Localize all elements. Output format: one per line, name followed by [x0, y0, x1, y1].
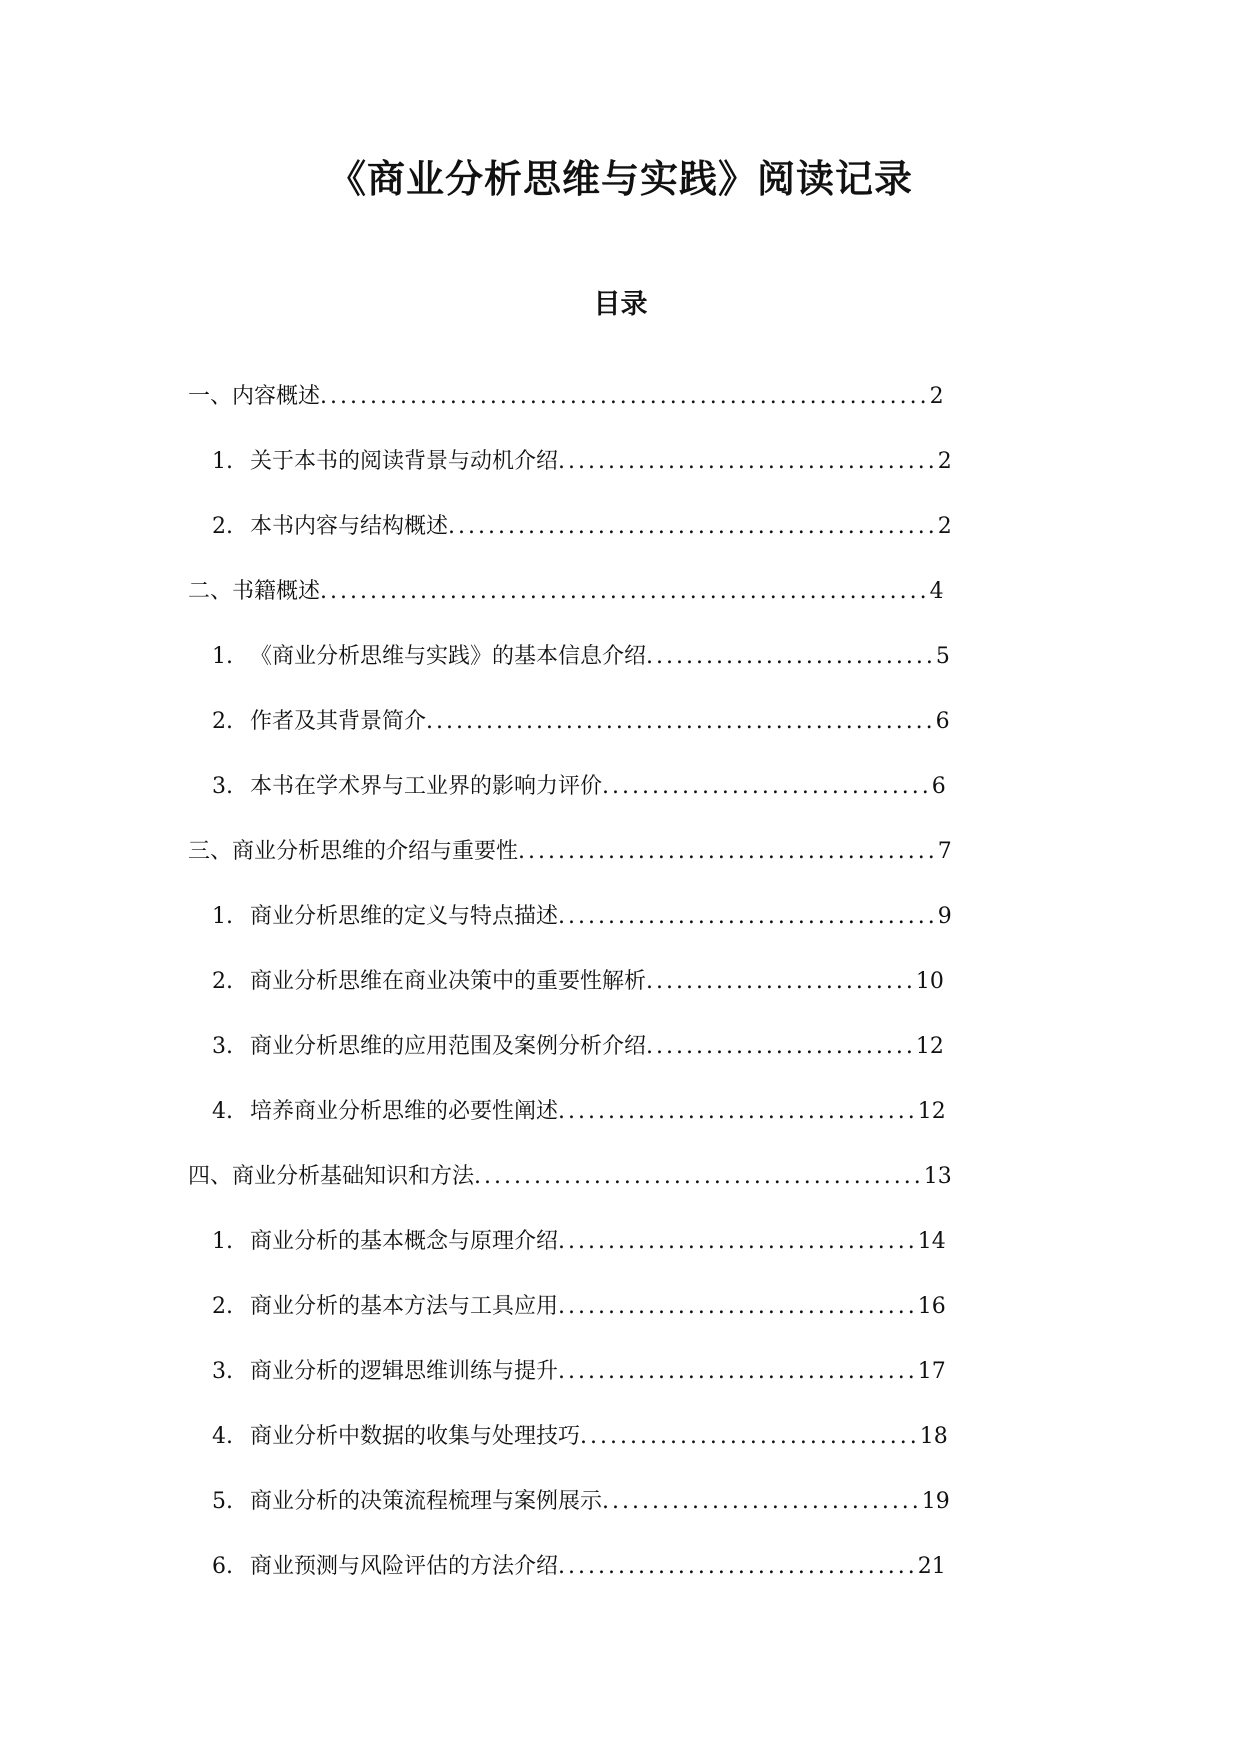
toc-entry-title: 商业分析思维的定义与特点描述 [250, 904, 559, 929]
toc-dot-leader: ............................................................. [320, 579, 930, 604]
toc-entry-number: 4. [212, 1099, 233, 1124]
toc-entry-title: 本书在学术界与工业界的影响力评价 [250, 774, 603, 799]
toc-page-number: 2 [929, 384, 944, 409]
toc-subsection-entry[interactable] [0, 1098, 1241, 1163]
toc-page-number: 14 [917, 1229, 946, 1254]
toc-page-number: 16 [917, 1294, 946, 1319]
toc-entry-title: 三、商业分析思维的介绍与重要性 [188, 839, 519, 864]
toc-entry-title: 培养商业分析思维的必要性阐述 [250, 1099, 559, 1124]
toc-page-number: 13 [923, 1164, 952, 1189]
toc-dot-leader: ...................................... [558, 449, 938, 474]
toc-entry-title: 一、内容概述 [188, 384, 321, 409]
toc-page-number: 4 [929, 579, 944, 604]
toc-entry-number: 1. [212, 449, 233, 474]
toc-page-number: 17 [917, 1359, 946, 1384]
toc-entry-number: 6. [212, 1554, 233, 1579]
toc-page-number: 10 [915, 969, 944, 994]
toc-page-number: 7 [937, 839, 952, 864]
toc-entry-title: 商业分析思维在商业决策中的重要性解析 [250, 969, 647, 994]
toc-page-number: 12 [917, 1099, 946, 1124]
toc-subsection-entry[interactable] [0, 968, 1241, 1033]
toc-entry-number: 2. [212, 514, 233, 539]
toc-section-entry[interactable] [0, 1163, 1241, 1228]
toc-entry-number: 4. [212, 1424, 233, 1449]
toc-heading: 目录 [593, 289, 648, 320]
toc-entry-title: 《商业分析思维与实践》的基本信息介绍 [250, 644, 647, 669]
toc-subsection-entry[interactable] [0, 1293, 1241, 1358]
document-title: 《商业分析思维与实践》阅读记录 [327, 156, 913, 201]
toc-dot-leader: .................................. [580, 1424, 920, 1449]
toc-page-number: 12 [915, 1034, 944, 1059]
toc-subsection-entry[interactable] [0, 1228, 1241, 1293]
toc-subsection-entry[interactable] [0, 448, 1241, 513]
toc-entry-number: 2. [212, 1294, 233, 1319]
toc-subsection-entry[interactable] [0, 903, 1241, 968]
toc-entry-title: 二、书籍概述 [188, 579, 321, 604]
toc-dot-leader: .................................... [558, 1229, 918, 1254]
toc-entry-title: 商业分析的基本方法与工具应用 [250, 1294, 559, 1319]
toc-entry-title: 关于本书的阅读背景与动机介绍 [250, 449, 559, 474]
toc-section-entry[interactable] [0, 838, 1241, 903]
toc-subsection-entry[interactable] [0, 513, 1241, 578]
toc-dot-leader: ...................................... [558, 904, 938, 929]
toc-subsection-entry[interactable] [0, 1033, 1241, 1098]
toc-entry-number: 5. [212, 1489, 233, 1514]
toc-dot-leader: .................................... [558, 1294, 918, 1319]
toc-entry-number: 1. [212, 1229, 233, 1254]
toc-entry-title: 四、商业分析基础知识和方法 [188, 1164, 475, 1189]
toc-entry-title: 商业分析思维的应用范围及案例分析介绍 [250, 1034, 647, 1059]
toc-entry-number: 3. [212, 1034, 233, 1059]
toc-dot-leader: ............................. [646, 644, 936, 669]
toc-page-number: 6 [935, 709, 950, 734]
table-of-contents [0, 383, 1241, 1618]
toc-dot-leader: ............................................. [474, 1164, 924, 1189]
toc-dot-leader: .................................... [558, 1554, 918, 1579]
toc-subsection-entry[interactable] [0, 1358, 1241, 1423]
toc-page-number: 5 [935, 644, 950, 669]
toc-dot-leader: ........................... [646, 969, 916, 994]
toc-section-entry[interactable] [0, 578, 1241, 643]
toc-subsection-entry[interactable] [0, 708, 1241, 773]
toc-subsection-entry[interactable] [0, 1423, 1241, 1488]
toc-entry-title: 本书内容与结构概述 [250, 514, 449, 539]
toc-page-number: 6 [931, 774, 946, 799]
toc-page-number: 9 [937, 904, 952, 929]
toc-dot-leader: ............................................................. [320, 384, 930, 409]
toc-page-number: 2 [937, 514, 952, 539]
toc-entry-title: 商业预测与风险评估的方法介绍 [250, 1554, 559, 1579]
toc-subsection-entry[interactable] [0, 1488, 1241, 1553]
toc-dot-leader: .................................... [558, 1099, 918, 1124]
toc-entry-number: 1. [212, 644, 233, 669]
toc-entry-title: 商业分析中数据的收集与处理技巧 [250, 1424, 581, 1449]
toc-page-number: 19 [921, 1489, 950, 1514]
toc-entry-number: 3. [212, 774, 233, 799]
toc-page-number: 21 [917, 1554, 946, 1579]
toc-page-number: 18 [919, 1424, 948, 1449]
toc-entry-number: 1. [212, 904, 233, 929]
toc-dot-leader: .................................... [558, 1359, 918, 1384]
toc-dot-leader: .......................................... [518, 839, 938, 864]
toc-entry-number: 3. [212, 1359, 233, 1384]
toc-subsection-entry[interactable] [0, 773, 1241, 838]
toc-dot-leader: ................................................. [448, 514, 938, 539]
toc-subsection-entry[interactable] [0, 643, 1241, 708]
toc-entry-title: 作者及其背景简介 [250, 709, 427, 734]
toc-dot-leader: ................................. [602, 774, 932, 799]
toc-entry-number: 2. [212, 969, 233, 994]
toc-dot-leader: ................................................... [426, 709, 936, 734]
toc-entry-title: 商业分析的决策流程梳理与案例展示 [250, 1489, 603, 1514]
toc-section-entry[interactable] [0, 383, 1241, 448]
toc-entry-number: 2. [212, 709, 233, 734]
toc-dot-leader: ................................ [602, 1489, 922, 1514]
toc-page-number: 2 [937, 449, 952, 474]
toc-entry-title: 商业分析的逻辑思维训练与提升 [250, 1359, 559, 1384]
toc-dot-leader: ........................... [646, 1034, 916, 1059]
toc-entry-title: 商业分析的基本概念与原理介绍 [250, 1229, 559, 1254]
toc-subsection-entry[interactable] [0, 1553, 1241, 1618]
